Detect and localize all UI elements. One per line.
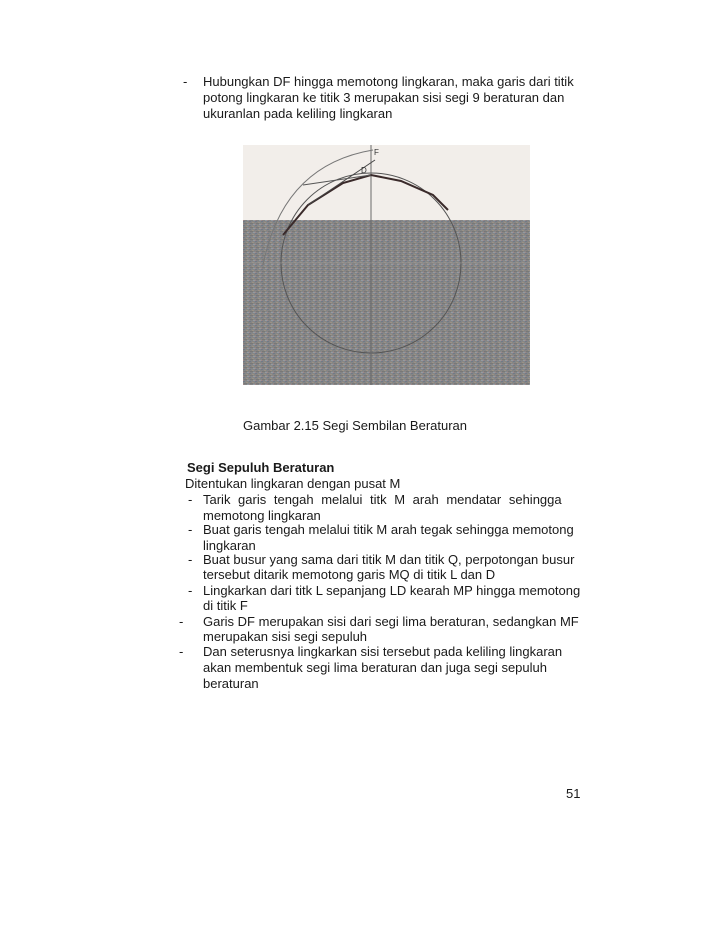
item-1-bullet: - bbox=[188, 492, 193, 507]
section-title: Segi Sepuluh Beraturan bbox=[187, 460, 335, 475]
item-2-bullet: - bbox=[188, 522, 193, 537]
item-5-bullet: - bbox=[179, 614, 184, 629]
section-subtitle: Ditentukan lingkaran dengan pusat M bbox=[185, 476, 401, 491]
item-3-line-1: Buat busur yang sama dari titik M dan titik Q, perpotongan busur bbox=[203, 552, 575, 567]
intro-line-1: Hubungkan DF hingga memotong lingkaran, maka garis dari titik bbox=[203, 74, 574, 89]
item-2-line-2: lingkaran bbox=[203, 538, 256, 553]
item-6-bullet: - bbox=[179, 644, 184, 659]
figure-nonagon-construction bbox=[243, 145, 530, 385]
item-6-line-2: akan membentuk segi lima beraturan dan juga segi sepuluh bbox=[203, 660, 547, 675]
figure-drawing bbox=[243, 145, 530, 385]
item-4-bullet: - bbox=[188, 583, 193, 598]
figure-label-f: F bbox=[374, 148, 379, 157]
item-6-line-3: beraturan bbox=[203, 676, 259, 691]
item-5-line-2: merupakan sisi segi sepuluh bbox=[203, 629, 368, 644]
item-4-line-2: di titik F bbox=[203, 598, 248, 613]
item-5-line-1: Garis DF merupakan sisi dari segi lima beraturan, sedangkan MF bbox=[203, 614, 579, 629]
page-number: 51 bbox=[566, 786, 581, 801]
item-1-line-1: Tarik garis tengah melalui titk M arah mendatar sehingga bbox=[203, 492, 562, 507]
item-3-line-2: tersebut ditarik memotong garis MQ di titik L dan D bbox=[203, 567, 496, 582]
figure-caption: Gambar 2.15 Segi Sembilan Beraturan bbox=[243, 418, 468, 433]
item-6-line-1: Dan seterusnya lingkarkan sisi tersebut pada keliling lingkaran bbox=[203, 644, 563, 659]
item-3-bullet: - bbox=[188, 552, 193, 567]
item-1-line-2: memotong lingkaran bbox=[203, 508, 321, 523]
item-2-line-1: Buat garis tengah melalui titik M arah tegak sehingga memotong bbox=[203, 522, 574, 537]
figure-label-d: D bbox=[361, 166, 367, 175]
item-4-line-1: Lingkarkan dari titk L sepanjang LD kearah MP hingga memotong bbox=[203, 583, 581, 598]
intro-line-3: ukuranlan pada keliling lingkaran bbox=[203, 106, 393, 121]
intro-line-2: potong lingkaran ke titik 3 merupakan sisi segi 9 beraturan dan bbox=[203, 90, 565, 105]
intro-bullet: - bbox=[183, 74, 188, 89]
